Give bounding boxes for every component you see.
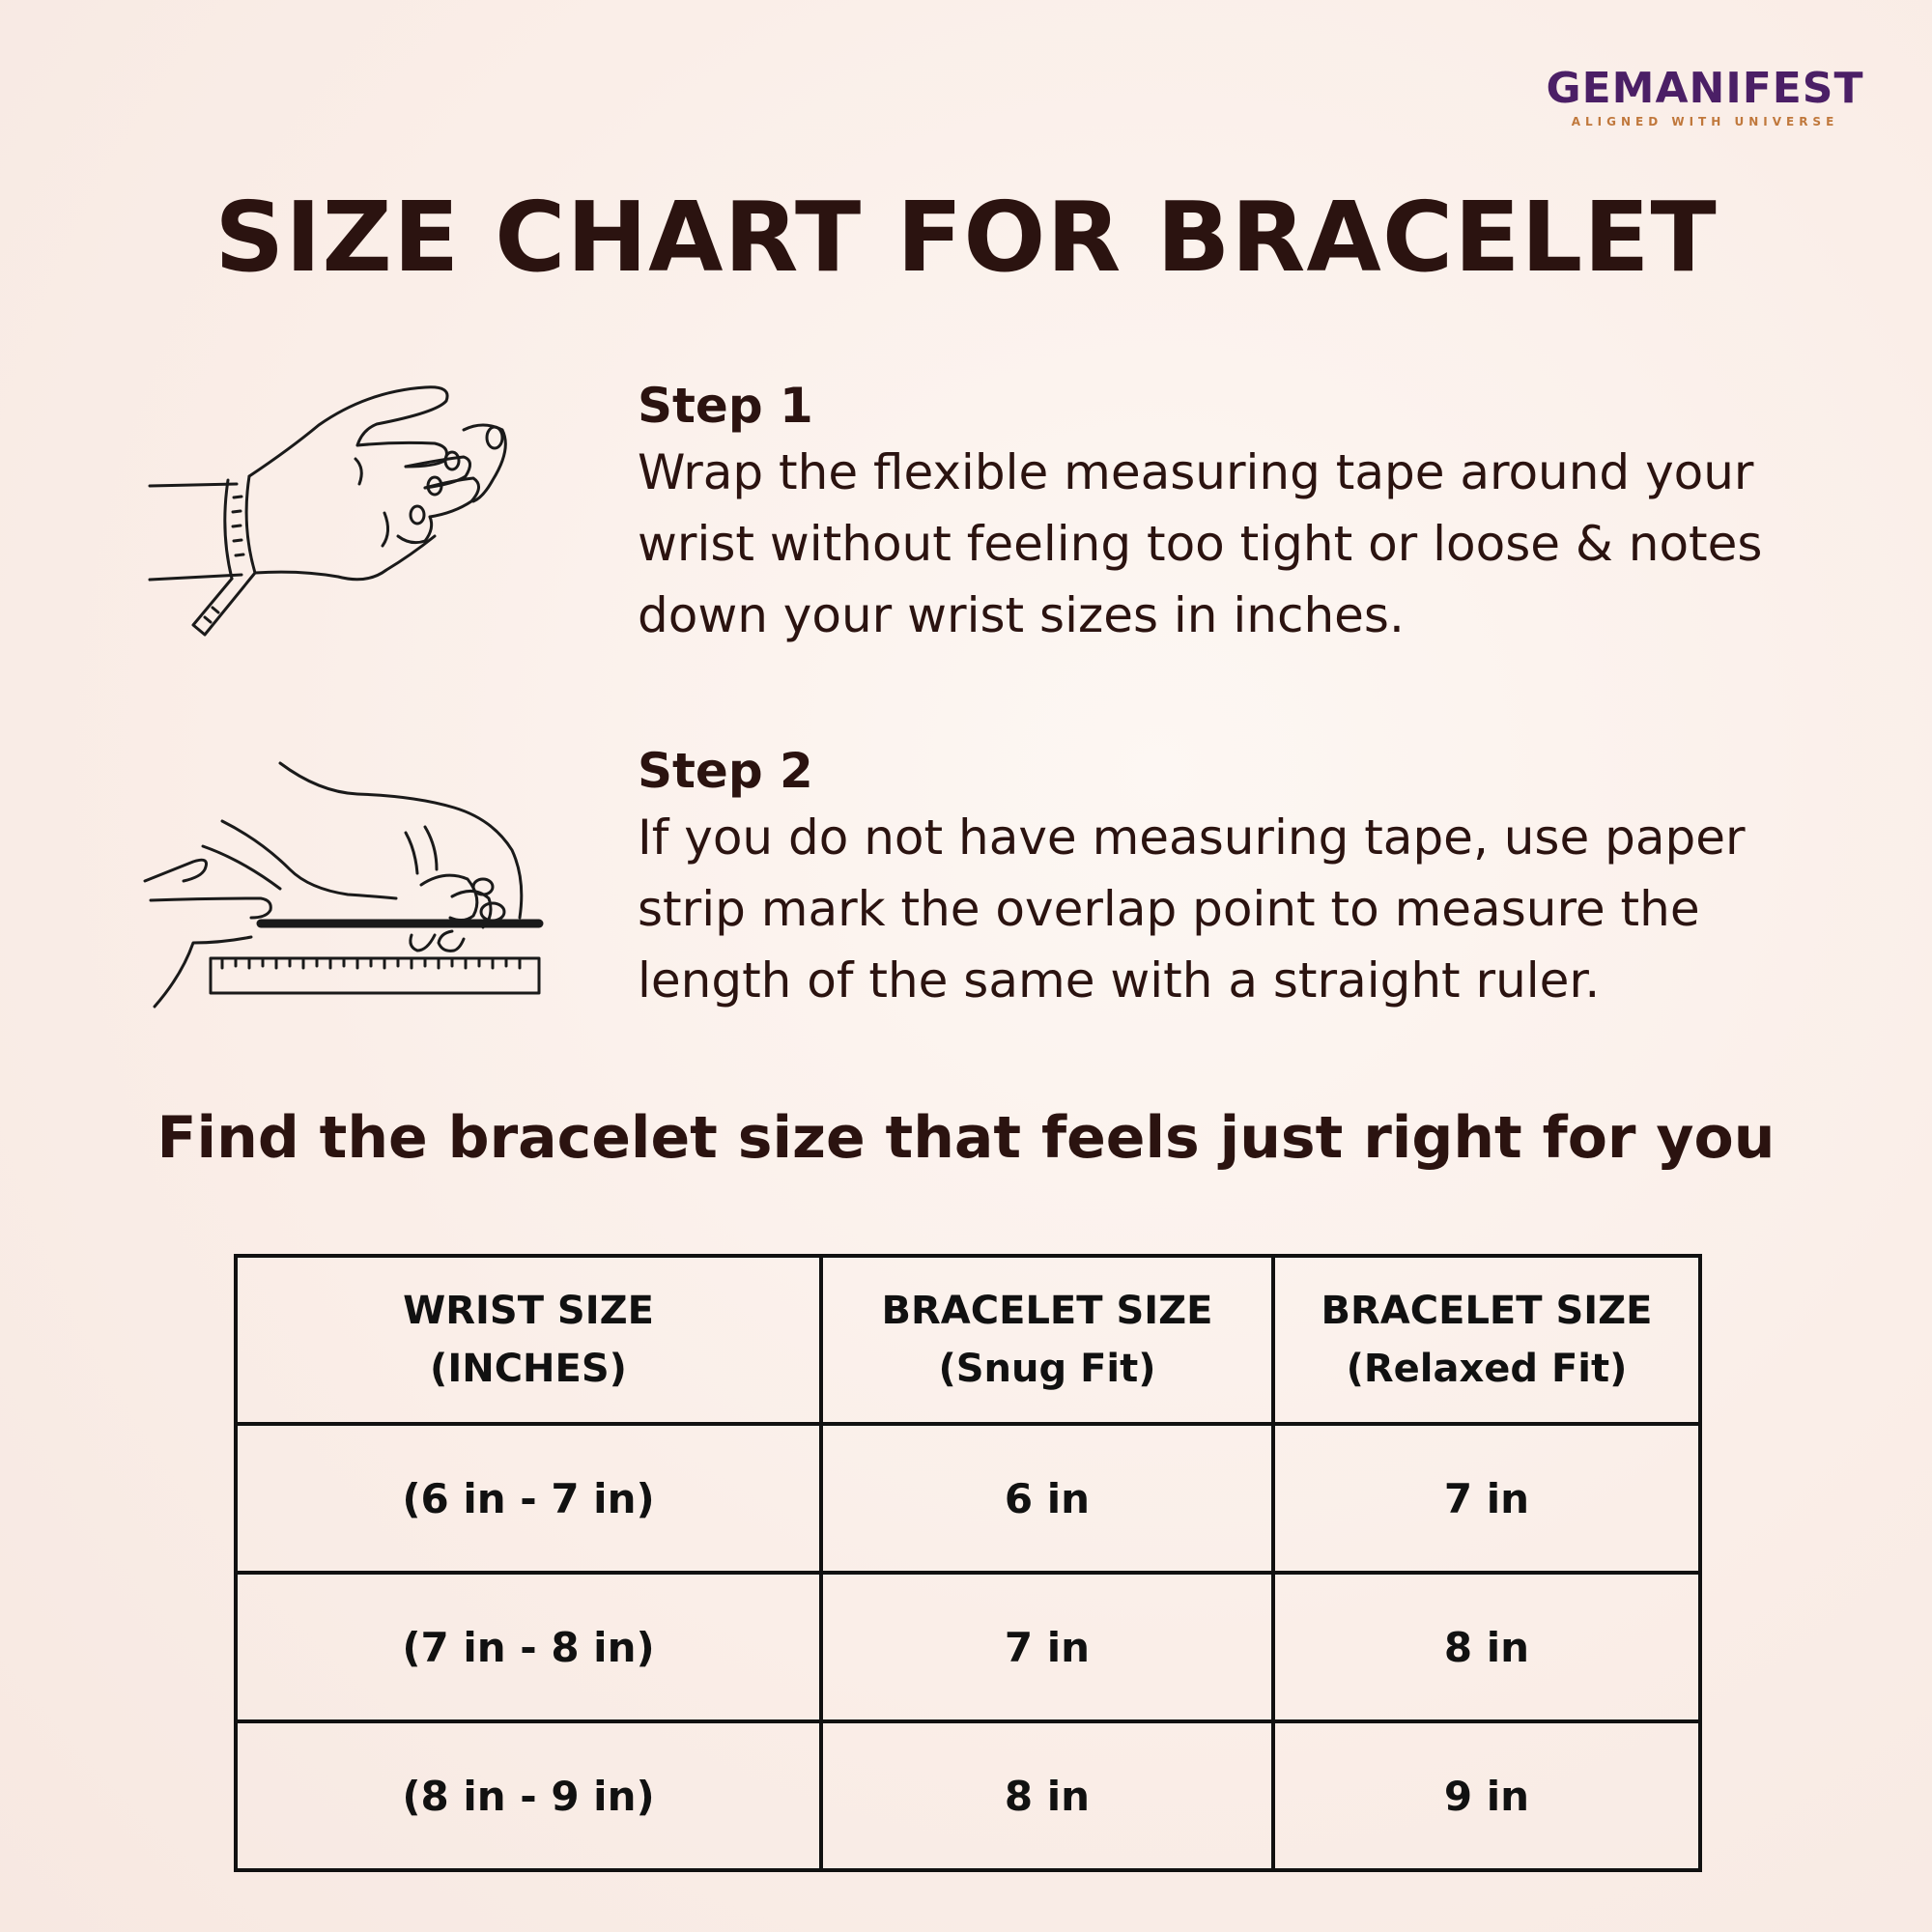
cell-wrist-size: (7 in - 8 in) xyxy=(236,1573,821,1721)
header-relaxed-fit-line-1: BRACELET SIZE xyxy=(1321,1289,1653,1333)
step-1-title: Step 1 xyxy=(638,378,813,434)
header-snug-fit-line-2: (Snug Fit) xyxy=(938,1347,1156,1391)
step-1-line-2: wrist without feeling too tight or loose & notes xyxy=(638,516,1763,572)
cell-snug-fit: 7 in xyxy=(821,1573,1273,1721)
table-header-row xyxy=(236,1256,1700,1424)
brand-logo xyxy=(1536,64,1874,129)
size-table xyxy=(234,1254,1702,1872)
header-relaxed-fit-line-2: (Relaxed Fit) xyxy=(1346,1347,1628,1391)
step-1-text xyxy=(638,437,1855,651)
cell-relaxed-fit: 9 in xyxy=(1273,1721,1700,1870)
step-2-line-3: length of the same with a straight ruler. xyxy=(638,952,1601,1009)
size-subtitle: Find the bracelet size that feels just right for you xyxy=(156,1104,1776,1172)
step-2-text xyxy=(638,802,1855,1016)
step-1 xyxy=(638,375,1855,651)
cell-relaxed-fit: 7 in xyxy=(1273,1424,1700,1573)
cell-relaxed-fit: 8 in xyxy=(1273,1573,1700,1721)
paper-strip-ruler-icon xyxy=(135,753,551,1024)
cell-wrist-size: (6 in - 7 in) xyxy=(236,1424,821,1573)
page-title: SIZE CHART FOR BRACELET xyxy=(214,181,1718,294)
table-row xyxy=(236,1573,1700,1721)
brand-name: GEMANIFEST xyxy=(1546,64,1864,113)
step-2 xyxy=(638,740,1855,1016)
cell-snug-fit: 8 in xyxy=(821,1721,1273,1870)
step-1-line-1: Wrap the flexible measuring tape around your xyxy=(638,444,1754,500)
step-1-line-3: down your wrist sizes in inches. xyxy=(638,587,1405,643)
table-row xyxy=(236,1424,1700,1573)
wrist-measuring-tape-icon xyxy=(145,372,531,652)
step-2-title: Step 2 xyxy=(638,743,813,799)
cell-snug-fit: 6 in xyxy=(821,1424,1273,1573)
header-snug-fit-line-1: BRACELET SIZE xyxy=(881,1289,1213,1333)
header-wrist-size-line-2: (INCHES) xyxy=(430,1347,627,1391)
header-wrist-size-line-1: WRIST SIZE xyxy=(403,1289,654,1333)
step-2-line-2: strip mark the overlap point to measure the xyxy=(638,881,1700,937)
header-snug-fit xyxy=(821,1256,1273,1424)
header-wrist-size xyxy=(236,1256,821,1424)
brand-tagline: ALIGNED WITH UNIVERSE xyxy=(1571,115,1839,128)
table-row xyxy=(236,1721,1700,1870)
header-relaxed-fit xyxy=(1273,1256,1700,1424)
cell-wrist-size: (8 in - 9 in) xyxy=(236,1721,821,1870)
step-2-line-1: If you do not have measuring tape, use paper xyxy=(638,810,1746,866)
